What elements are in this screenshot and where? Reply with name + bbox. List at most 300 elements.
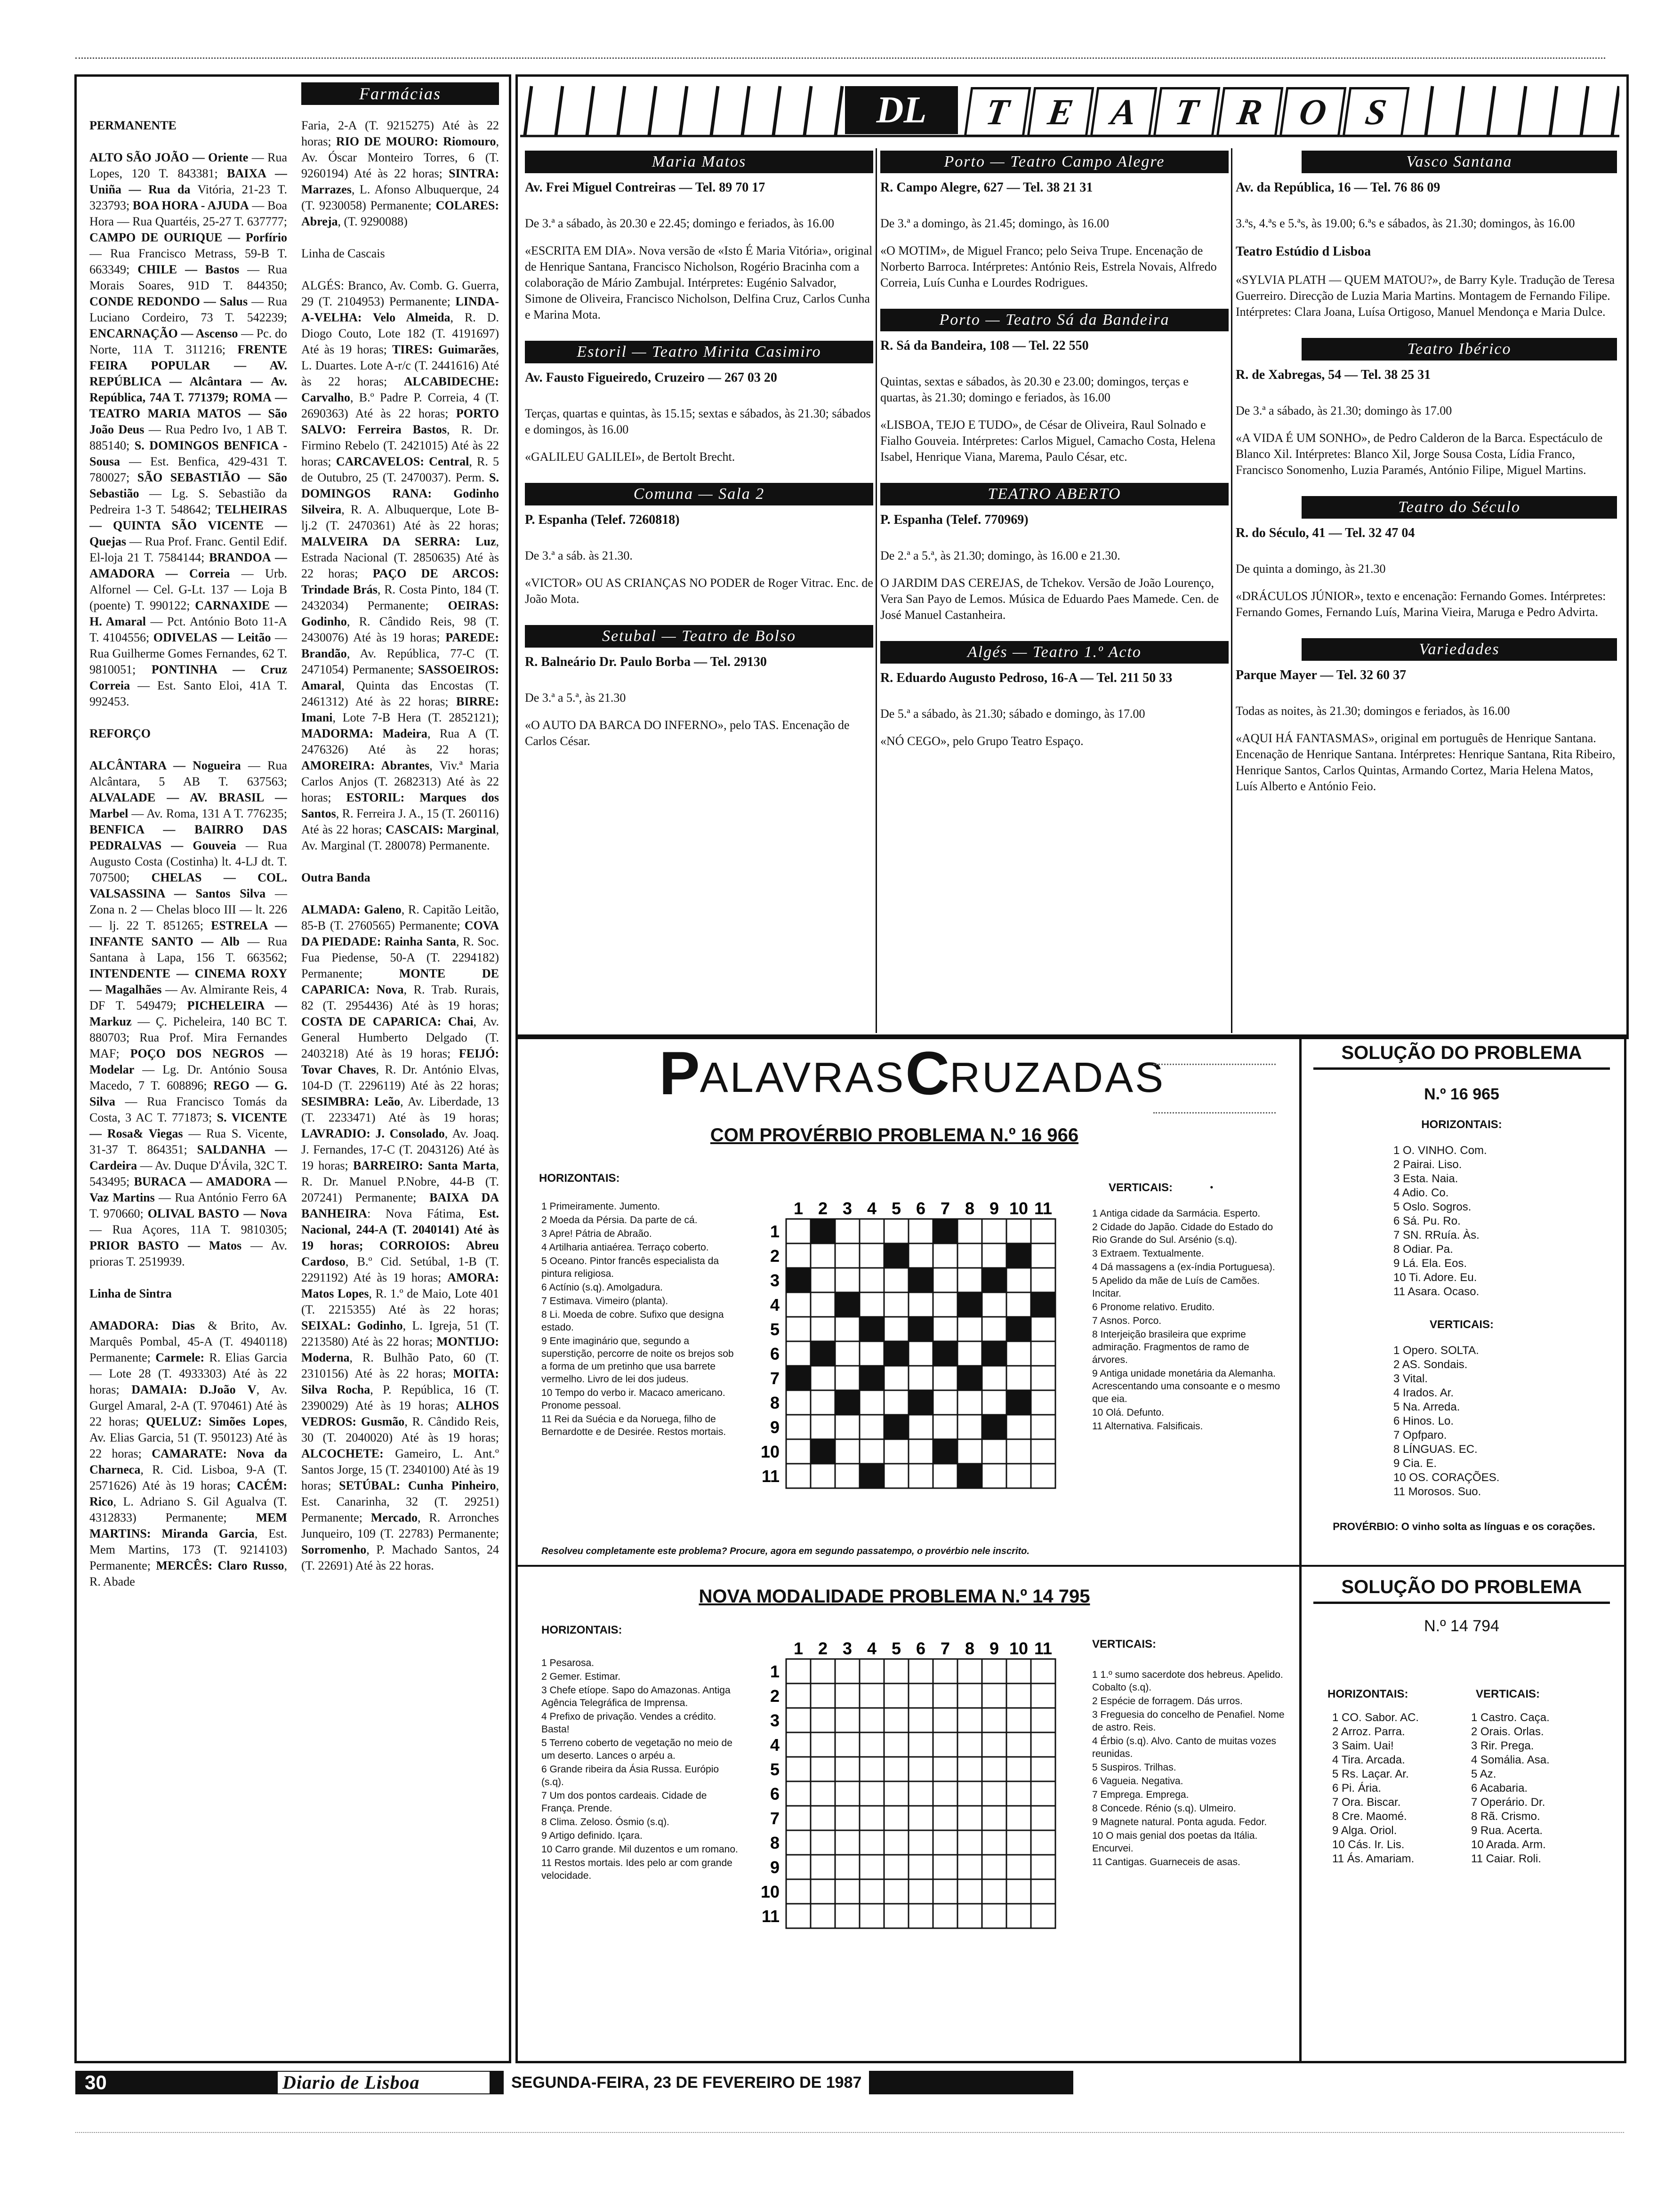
grid-cell[interactable] bbox=[982, 1855, 1006, 1879]
grid-cell[interactable] bbox=[811, 1317, 835, 1341]
grid-cell[interactable] bbox=[835, 1439, 860, 1464]
grid-cell[interactable] bbox=[909, 1659, 933, 1683]
grid-cell[interactable] bbox=[860, 1683, 884, 1708]
grid-cell[interactable] bbox=[884, 1879, 909, 1904]
grid-cell[interactable] bbox=[909, 1243, 933, 1268]
grid-cell[interactable] bbox=[957, 1268, 982, 1292]
theatres-column-2 bbox=[880, 151, 1229, 1031]
grid-column-number: 5 bbox=[891, 1199, 901, 1218]
horizontal-clue: 3 Chefe etíope. Sapo do Amazonas. Antiga Agência Telegráfica de Imprensa. bbox=[541, 1685, 731, 1708]
proverb-label: PROVÉRBIO: bbox=[1333, 1521, 1399, 1532]
grid-cell[interactable] bbox=[860, 1268, 884, 1292]
grid-cell[interactable] bbox=[884, 1806, 909, 1830]
grid-cell[interactable] bbox=[860, 1659, 884, 1683]
grid-cell[interactable] bbox=[1006, 1683, 1031, 1708]
grid-row-number: 4 bbox=[770, 1735, 780, 1755]
solution-entry: 10 Ti. Adore. Eu. bbox=[1393, 1271, 1477, 1284]
grid-cell[interactable] bbox=[1031, 1757, 1055, 1781]
grid-cell[interactable] bbox=[957, 1439, 982, 1464]
grid-cell[interactable] bbox=[909, 1341, 933, 1366]
grid-cell[interactable] bbox=[933, 1683, 957, 1708]
page-number: 30 bbox=[85, 2071, 107, 2093]
grid-cell[interactable] bbox=[933, 1879, 957, 1904]
grid-column-number: 7 bbox=[940, 1639, 950, 1658]
grid-black-cell bbox=[1006, 1390, 1031, 1415]
theatre-schedule: De 3.ª a sábado, às 21.30; domingo às 17.00 bbox=[1236, 404, 1452, 417]
grid-cell[interactable] bbox=[1031, 1781, 1055, 1806]
grid-cell[interactable] bbox=[909, 1830, 933, 1855]
logo-letter-c: C bbox=[905, 1039, 950, 1107]
grid-cell[interactable] bbox=[909, 1708, 933, 1732]
grid-cell[interactable] bbox=[933, 1757, 957, 1781]
grid-cell[interactable] bbox=[811, 1292, 835, 1317]
grid-black-cell bbox=[811, 1341, 835, 1366]
grid-cell[interactable] bbox=[909, 1806, 933, 1830]
grid-cell[interactable] bbox=[982, 1317, 1006, 1341]
grid-cell[interactable] bbox=[1031, 1879, 1055, 1904]
horizontal-clue: 8 Clima. Zeloso. Ósmio (s.q). bbox=[541, 1817, 669, 1827]
masthead-slat bbox=[742, 86, 749, 135]
solution-entry: 5 Na. Arreda. bbox=[1393, 1401, 1460, 1413]
grid-cell[interactable] bbox=[811, 1390, 835, 1415]
solution-1-horizontal bbox=[1393, 1144, 1601, 1299]
grid-cell[interactable] bbox=[982, 1439, 1006, 1464]
grid-cell[interactable] bbox=[835, 1464, 860, 1488]
grid-cell[interactable] bbox=[957, 1243, 982, 1268]
horizontal-clue: 10 Tempo do verbo ir. Macaco americano. Pronome pessoal. bbox=[541, 1387, 725, 1411]
grid-cell[interactable] bbox=[835, 1683, 860, 1708]
vertical-clue: 7 Emprega. Emprega. bbox=[1092, 1789, 1189, 1800]
grid-cell[interactable] bbox=[933, 1268, 957, 1292]
grid-cell[interactable] bbox=[982, 1464, 1006, 1488]
solution-entry: 5 Oslo. Sogros. bbox=[1393, 1201, 1472, 1213]
grid-cell[interactable] bbox=[982, 1219, 1006, 1243]
grid-row-number: 5 bbox=[770, 1760, 780, 1779]
grid-cell[interactable] bbox=[957, 1830, 982, 1855]
grid-cell[interactable] bbox=[933, 1732, 957, 1757]
solution-entry: 1 Opero. SOLTA. bbox=[1393, 1344, 1479, 1357]
grid-row-number: 10 bbox=[760, 1442, 780, 1461]
grid-row-number: 11 bbox=[761, 1907, 780, 1926]
grid-cell[interactable] bbox=[1031, 1855, 1055, 1879]
grid-cell[interactable] bbox=[1031, 1243, 1055, 1268]
grid-cell[interactable] bbox=[786, 1904, 811, 1928]
grid-cell[interactable] bbox=[909, 1366, 933, 1390]
vertical-clue: 6 Vagueia. Negativa. bbox=[1092, 1776, 1183, 1787]
grid-cell[interactable] bbox=[1031, 1219, 1055, 1243]
grid-cell[interactable] bbox=[786, 1439, 811, 1464]
horizontal-clue: 10 Carro grande. Mil duzentos e um romano. bbox=[541, 1844, 738, 1855]
grid-cell[interactable] bbox=[786, 1341, 811, 1366]
grid-cell[interactable] bbox=[1031, 1708, 1055, 1732]
grid-cell[interactable] bbox=[982, 1830, 1006, 1855]
grid-cell[interactable] bbox=[1006, 1366, 1031, 1390]
theatre-name-bar: Porto — Teatro Sá da Bandeira bbox=[880, 309, 1229, 331]
grid-cell[interactable] bbox=[982, 1806, 1006, 1830]
grid-cell[interactable] bbox=[786, 1464, 811, 1488]
grid-column-number: 11 bbox=[1034, 1199, 1053, 1218]
play-description: «LISBOA, TEJO E TUDO», de César de Oliveira, Raul Solnado e Fialho Gouveia. Intérpretes: Carlos Miguel, Camacho Costa, Helena Isabel, Henrique Viana, Marema, Paulo César, etc. bbox=[880, 418, 1215, 464]
grid-column-number: 4 bbox=[867, 1199, 877, 1218]
grid-cell[interactable] bbox=[860, 1439, 884, 1464]
grid-cell[interactable] bbox=[957, 1879, 982, 1904]
grid-cell[interactable] bbox=[835, 1904, 860, 1928]
grid-cell[interactable] bbox=[835, 1341, 860, 1366]
grid-black-cell bbox=[786, 1268, 811, 1292]
grid-cell[interactable] bbox=[835, 1243, 860, 1268]
grid-cell[interactable] bbox=[1006, 1904, 1031, 1928]
grid-cell[interactable] bbox=[860, 1292, 884, 1317]
vertical-clue: 1 Antiga cidade da Sarmácia. Esperto. bbox=[1092, 1208, 1261, 1219]
grid-cell[interactable] bbox=[909, 1292, 933, 1317]
grid-column-number: 6 bbox=[916, 1199, 926, 1218]
solution-entry: 3 Esta. Naia. bbox=[1393, 1172, 1458, 1185]
grid-cell[interactable] bbox=[860, 1781, 884, 1806]
solution-2-horizontal bbox=[1332, 1711, 1473, 1866]
grid-cell[interactable] bbox=[860, 1390, 884, 1415]
grid-cell[interactable] bbox=[860, 1219, 884, 1243]
grid-cell[interactable] bbox=[1031, 1830, 1055, 1855]
grid-cell[interactable] bbox=[982, 1757, 1006, 1781]
grid-cell[interactable] bbox=[860, 1879, 884, 1904]
grid-cell[interactable] bbox=[1006, 1757, 1031, 1781]
grid-cell[interactable] bbox=[860, 1341, 884, 1366]
grid-cell[interactable] bbox=[786, 1243, 811, 1268]
grid-cell[interactable] bbox=[811, 1243, 835, 1268]
grid-cell[interactable] bbox=[982, 1292, 1006, 1317]
grid-cell[interactable] bbox=[933, 1390, 957, 1415]
grid-cell[interactable] bbox=[811, 1683, 835, 1708]
horizontal-clue: 6 Grande ribeira da Ásia Russa. Európio (s.q). bbox=[541, 1764, 719, 1787]
grid-cell[interactable] bbox=[811, 1757, 835, 1781]
theatres-column-3 bbox=[1236, 151, 1617, 1031]
grid-cell[interactable] bbox=[982, 1879, 1006, 1904]
theatre-listing bbox=[1236, 338, 1617, 478]
solution-2-vertical bbox=[1471, 1711, 1612, 1866]
grid-cell[interactable] bbox=[811, 1708, 835, 1732]
grid-row-number: 1 bbox=[770, 1662, 780, 1681]
grid-cell[interactable] bbox=[811, 1855, 835, 1879]
grid-cell[interactable] bbox=[1031, 1366, 1055, 1390]
grid-cell[interactable] bbox=[786, 1757, 811, 1781]
vertical-clue: 1 1.º sumo sacerdote dos hebreus. Apelido. Cobalto (s.q). bbox=[1092, 1669, 1283, 1693]
theatre-listing bbox=[1236, 151, 1617, 320]
grid-cell[interactable] bbox=[1031, 1415, 1055, 1439]
grid-cell[interactable] bbox=[860, 1904, 884, 1928]
grid-cell[interactable] bbox=[860, 1415, 884, 1439]
grid-cell[interactable] bbox=[933, 1366, 957, 1390]
grid-cell[interactable] bbox=[933, 1464, 957, 1488]
theatre-name-bar: Setubal — Teatro de Bolso bbox=[525, 625, 873, 648]
grid-cell[interactable] bbox=[957, 1390, 982, 1415]
theatre-listing bbox=[880, 151, 1229, 291]
solution-2-number: N.º 14 794 bbox=[1424, 1617, 1499, 1635]
grid-cell[interactable] bbox=[811, 1732, 835, 1757]
play-description: «VICTOR» OU AS CRIANÇAS NO PODER de Roger Vitrac. Enc. de João Mota. bbox=[525, 576, 873, 606]
vertical-clue: 11 Cantigas. Guarneceis de asas. bbox=[1092, 1857, 1240, 1867]
grid-cell[interactable] bbox=[884, 1830, 909, 1855]
crossword-1-footer: Resolveu completamente este problema? Procure, agora em segundo passatempo, o provérbio nele inscrito. bbox=[541, 1546, 1030, 1556]
grid-cell[interactable] bbox=[884, 1464, 909, 1488]
grid-cell[interactable] bbox=[957, 1219, 982, 1243]
grid-cell[interactable] bbox=[909, 1439, 933, 1464]
grid-cell[interactable] bbox=[884, 1659, 909, 1683]
grid-cell[interactable] bbox=[909, 1855, 933, 1879]
grid-cell[interactable] bbox=[909, 1683, 933, 1708]
grid-cell[interactable] bbox=[1006, 1830, 1031, 1855]
vertical-clue: 5 Suspiros. Trilhas. bbox=[1092, 1762, 1176, 1773]
grid-cell[interactable] bbox=[835, 1855, 860, 1879]
grid-cell[interactable] bbox=[982, 1366, 1006, 1390]
grid-cell[interactable] bbox=[835, 1879, 860, 1904]
grid-cell[interactable] bbox=[786, 1830, 811, 1855]
grid-cell[interactable] bbox=[933, 1830, 957, 1855]
grid-cell[interactable] bbox=[982, 1390, 1006, 1415]
grid-cell[interactable] bbox=[1006, 1415, 1031, 1439]
grid-cell[interactable] bbox=[933, 1292, 957, 1317]
solution-entry: 4 Adio. Co. bbox=[1393, 1186, 1449, 1199]
vertical-clue: 9 Magnete natural. Ponta aguda. Fedor. bbox=[1092, 1817, 1267, 1827]
grid-cell[interactable] bbox=[1031, 1439, 1055, 1464]
grid-cell[interactable] bbox=[1006, 1659, 1031, 1683]
grid-cell[interactable] bbox=[1031, 1268, 1055, 1292]
grid-cell[interactable] bbox=[884, 1390, 909, 1415]
vertical-clue: 2 Cidade do Japão. Cidade do Estado do Rio Grande do Sul. Arsénio (s.q). bbox=[1092, 1222, 1273, 1245]
crossword-1-title: COM PROVÉRBIO PROBLEMA N.º 16 966 bbox=[710, 1125, 1079, 1146]
grid-cell[interactable] bbox=[860, 1732, 884, 1757]
grid-cell[interactable] bbox=[884, 1439, 909, 1464]
grid-black-cell bbox=[884, 1415, 909, 1439]
grid-cell[interactable] bbox=[860, 1830, 884, 1855]
grid-cell[interactable] bbox=[835, 1830, 860, 1855]
grid-cell[interactable] bbox=[957, 1341, 982, 1366]
grid-cell[interactable] bbox=[884, 1268, 909, 1292]
grid-column-number: 7 bbox=[940, 1199, 950, 1218]
grid-cell[interactable] bbox=[933, 1708, 957, 1732]
grid-cell[interactable] bbox=[957, 1317, 982, 1341]
grid-cell[interactable] bbox=[835, 1757, 860, 1781]
horizontal-clue: 2 Moeda da Pérsia. Da parte de cá. bbox=[541, 1215, 698, 1226]
grid-cell[interactable] bbox=[884, 1317, 909, 1341]
grid-row-number: 7 bbox=[770, 1809, 780, 1828]
horizontal-clue: 11 Restos mortais. Ides pelo ar com grande velocidade. bbox=[541, 1858, 732, 1881]
grid-cell[interactable] bbox=[1031, 1341, 1055, 1366]
grid-cell[interactable] bbox=[1031, 1806, 1055, 1830]
grid-cell[interactable] bbox=[884, 1757, 909, 1781]
grid-cell[interactable] bbox=[811, 1415, 835, 1439]
grid-cell[interactable] bbox=[933, 1317, 957, 1341]
theatre-name-bar: Vasco Santana bbox=[1302, 151, 1617, 173]
grid-cell[interactable] bbox=[884, 1781, 909, 1806]
grid-cell[interactable] bbox=[860, 1757, 884, 1781]
grid-cell[interactable] bbox=[957, 1806, 982, 1830]
grid-cell[interactable] bbox=[835, 1781, 860, 1806]
grid-cell[interactable] bbox=[982, 1243, 1006, 1268]
grid-cell[interactable] bbox=[982, 1708, 1006, 1732]
grid-cell[interactable] bbox=[1006, 1781, 1031, 1806]
theatre-listing bbox=[525, 341, 873, 465]
grid-cell[interactable] bbox=[957, 1659, 982, 1683]
theatre-address: R. Balneário Dr. Paulo Borba — Tel. 29130 bbox=[525, 655, 767, 669]
masthead-slat bbox=[1488, 86, 1495, 135]
solution-entry: 9 Alga. Oriol. bbox=[1332, 1824, 1397, 1837]
grid-cell[interactable] bbox=[835, 1732, 860, 1757]
grid-cell[interactable] bbox=[1006, 1708, 1031, 1732]
solution-entry: 3 Rir. Prega. bbox=[1471, 1739, 1534, 1752]
grid-cell[interactable] bbox=[811, 1879, 835, 1904]
grid-cell[interactable] bbox=[957, 1708, 982, 1732]
grid-cell[interactable] bbox=[982, 1683, 1006, 1708]
grid-row-number: 2 bbox=[770, 1246, 780, 1266]
grid-cell[interactable] bbox=[1006, 1292, 1031, 1317]
grid-cell[interactable] bbox=[957, 1732, 982, 1757]
grid-cell[interactable] bbox=[957, 1757, 982, 1781]
grid-cell[interactable] bbox=[884, 1219, 909, 1243]
horizontal-clue: 5 Terreno coberto de vegetação no meio de um deserto. Lances o arpéu a. bbox=[541, 1738, 732, 1761]
grid-cell[interactable] bbox=[1031, 1317, 1055, 1341]
grid-cell[interactable] bbox=[835, 1708, 860, 1732]
grid-cell[interactable] bbox=[786, 1415, 811, 1439]
grid-cell[interactable] bbox=[786, 1390, 811, 1415]
play-description: «A VIDA É UM SONHO», de Pedro Calderon de la Barca. Espectáculo de Blanco Xil. Intérpretes: Blanco Xil, Jorge Sousa Costa, Lídia Franco, Francisco Sonomenho, Luzia Paramés, António Filipe, Miguel Martins. bbox=[1236, 431, 1603, 477]
grid-cell[interactable] bbox=[786, 1879, 811, 1904]
grid-cell[interactable] bbox=[860, 1855, 884, 1879]
grid-cell[interactable] bbox=[1006, 1879, 1031, 1904]
grid-cell[interactable] bbox=[933, 1415, 957, 1439]
grid-cell[interactable] bbox=[835, 1317, 860, 1341]
grid-cell[interactable] bbox=[1031, 1390, 1055, 1415]
vertical-clue: 5 Apelido da mãe de Luís de Camões. Incitar. bbox=[1092, 1275, 1260, 1299]
grid-cell[interactable] bbox=[909, 1781, 933, 1806]
grid-cell[interactable] bbox=[884, 1855, 909, 1879]
grid-cell[interactable] bbox=[835, 1659, 860, 1683]
grid-cell[interactable] bbox=[982, 1781, 1006, 1806]
grid-cell[interactable] bbox=[811, 1659, 835, 1683]
grid-cell[interactable] bbox=[909, 1464, 933, 1488]
bottom-dotted-rule bbox=[75, 2132, 1624, 2133]
grid-cell[interactable] bbox=[1006, 1806, 1031, 1830]
grid-cell[interactable] bbox=[1006, 1464, 1031, 1488]
grid-cell[interactable] bbox=[1006, 1855, 1031, 1879]
theatre-listing bbox=[1236, 638, 1617, 794]
grid-cell[interactable] bbox=[860, 1243, 884, 1268]
grid-cell[interactable] bbox=[982, 1732, 1006, 1757]
grid-cell[interactable] bbox=[1031, 1732, 1055, 1757]
grid-cell[interactable] bbox=[835, 1219, 860, 1243]
grid-cell[interactable] bbox=[884, 1366, 909, 1390]
grid-cell[interactable] bbox=[909, 1904, 933, 1928]
grid-cell[interactable] bbox=[811, 1830, 835, 1855]
grid-cell[interactable] bbox=[982, 1904, 1006, 1928]
grid-cell[interactable] bbox=[786, 1659, 811, 1683]
grid-black-cell bbox=[933, 1341, 957, 1366]
play-description: «DRÁCULOS JÚNIOR», texto e encenação: Fernando Gomes. Intérpretes: Fernando Gomes, Fernando Luís, Marina Vieira, Maruga e Pedro Advirta. bbox=[1236, 589, 1606, 619]
grid-cell[interactable] bbox=[1006, 1268, 1031, 1292]
grid-cell[interactable] bbox=[786, 1781, 811, 1806]
grid-cell[interactable] bbox=[933, 1806, 957, 1830]
grid-cell[interactable] bbox=[933, 1781, 957, 1806]
grid-cell[interactable] bbox=[884, 1292, 909, 1317]
grid-cell[interactable] bbox=[786, 1732, 811, 1757]
play-description: «ESCRITA EM DIA». Nova versão de «Isto É Maria Vitória», original de Henrique Santana, Francisco Nicholson, Rogério Bracinha com a colaboração de Mário Zambujal. Intérpretes: Eugénio Salvador, Simone de Oliveira, Francisco Nicholson, Delfina Cruz, Carlos Cunha e Marina Mota. bbox=[525, 244, 873, 321]
play-description: «O MOTIM», de Miguel Franco; pelo Seiva Trupe. Encenação de Norberto Barroca. Intérpretes: António Reis, Estrela Novais, Alfredo Correia, Luís Cunha e Lourdes Rodrigues. bbox=[880, 244, 1217, 289]
grid-cell[interactable] bbox=[884, 1904, 909, 1928]
grid-cell[interactable] bbox=[884, 1683, 909, 1708]
solution-1-horizontal-label: HORIZONTAIS: bbox=[1421, 1118, 1502, 1131]
grid-cell[interactable] bbox=[786, 1855, 811, 1879]
grid-cell[interactable] bbox=[909, 1415, 933, 1439]
grid-row-number: 8 bbox=[770, 1393, 780, 1412]
grid-cell[interactable] bbox=[811, 1781, 835, 1806]
grid-row-number: 7 bbox=[770, 1369, 780, 1388]
grid-cell[interactable] bbox=[811, 1366, 835, 1390]
grid-cell[interactable] bbox=[909, 1879, 933, 1904]
grid-black-cell bbox=[1031, 1292, 1055, 1317]
grid-cell[interactable] bbox=[811, 1268, 835, 1292]
horizontal-clue: 5 Oceano. Pintor francês especialista da pintura religiosa. bbox=[541, 1256, 719, 1279]
grid-row-number: 1 bbox=[770, 1222, 780, 1241]
grid-black-cell bbox=[909, 1317, 933, 1341]
grid-cell[interactable] bbox=[957, 1683, 982, 1708]
grid-cell[interactable] bbox=[957, 1415, 982, 1439]
grid-cell[interactable] bbox=[982, 1659, 1006, 1683]
grid-cell[interactable] bbox=[811, 1464, 835, 1488]
grid-cell[interactable] bbox=[909, 1757, 933, 1781]
grid-cell[interactable] bbox=[1031, 1464, 1055, 1488]
grid-cell[interactable] bbox=[909, 1219, 933, 1243]
horizontal-clue: 7 Estimava. Vimeiro (planta). bbox=[541, 1296, 668, 1306]
grid-cell[interactable] bbox=[811, 1904, 835, 1928]
grid-cell[interactable] bbox=[1006, 1341, 1031, 1366]
grid-cell[interactable] bbox=[884, 1708, 909, 1732]
grid-cell[interactable] bbox=[811, 1806, 835, 1830]
grid-cell[interactable] bbox=[933, 1243, 957, 1268]
grid-cell[interactable] bbox=[933, 1904, 957, 1928]
grid-cell[interactable] bbox=[860, 1708, 884, 1732]
grid-cell[interactable] bbox=[835, 1366, 860, 1390]
grid-cell[interactable] bbox=[884, 1732, 909, 1757]
grid-cell[interactable] bbox=[957, 1855, 982, 1879]
grid-cell[interactable] bbox=[909, 1732, 933, 1757]
grid-cell[interactable] bbox=[786, 1219, 811, 1243]
grid-cell[interactable] bbox=[835, 1268, 860, 1292]
grid-cell[interactable] bbox=[835, 1806, 860, 1830]
solution-entry: 5 Az. bbox=[1471, 1768, 1496, 1780]
masthead-slat bbox=[1550, 86, 1557, 135]
grid-column-number: 10 bbox=[1009, 1199, 1029, 1218]
grid-cell[interactable] bbox=[860, 1806, 884, 1830]
vertical-clue: 7 Asnos. Porco. bbox=[1092, 1315, 1162, 1326]
grid-cell[interactable] bbox=[1031, 1904, 1055, 1928]
grid-cell[interactable] bbox=[957, 1904, 982, 1928]
grid-cell[interactable] bbox=[933, 1659, 957, 1683]
vertical-clue: 4 Érbio (s.q). Alvo. Canto de muitas vozes reunidas. bbox=[1092, 1736, 1277, 1759]
grid-cell[interactable] bbox=[786, 1708, 811, 1732]
grid-cell[interactable] bbox=[933, 1855, 957, 1879]
grid-cell[interactable] bbox=[1031, 1683, 1055, 1708]
grid-cell[interactable] bbox=[786, 1317, 811, 1341]
grid-cell[interactable] bbox=[1031, 1659, 1055, 1683]
grid-cell[interactable] bbox=[1006, 1219, 1031, 1243]
grid-cell[interactable] bbox=[786, 1806, 811, 1830]
grid-cell[interactable] bbox=[957, 1781, 982, 1806]
grid-cell[interactable] bbox=[786, 1683, 811, 1708]
grid-cell[interactable] bbox=[835, 1415, 860, 1439]
grid-cell[interactable] bbox=[1006, 1439, 1031, 1464]
solution-entry: 8 Odiar. Pa. bbox=[1393, 1243, 1453, 1256]
grid-cell[interactable] bbox=[1006, 1732, 1031, 1757]
grid-cell[interactable] bbox=[786, 1292, 811, 1317]
